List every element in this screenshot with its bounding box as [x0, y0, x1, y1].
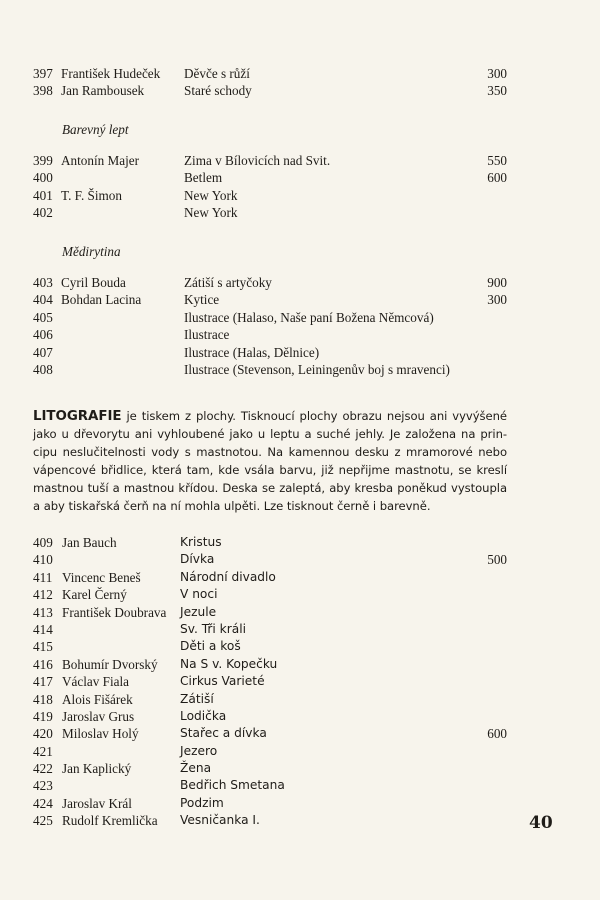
item-number: 404 [33, 292, 53, 308]
item-number: 422 [33, 761, 53, 777]
item-number: 411 [33, 569, 53, 585]
page-number: 40 [529, 813, 553, 833]
catalog-row [0, 743, 600, 760]
catalog-row [0, 812, 600, 829]
litografie-lead-word: LITOGRAFIE [33, 409, 122, 424]
artist-name: Václav Fiala [62, 674, 130, 690]
artwork-title: Zátiší s artyčoky [184, 275, 272, 290]
artist-name: Jan Kaplický [62, 761, 132, 777]
catalog-row [0, 82, 600, 99]
catalog-row [0, 569, 600, 586]
catalog-row [0, 169, 600, 186]
artist-name: Rudolf Kremlička [62, 813, 158, 829]
artwork-title: Podzim [180, 795, 224, 810]
artist-name: Alois Fišárek [62, 691, 133, 707]
catalog-row [0, 204, 600, 221]
price: 500 [487, 552, 507, 568]
artwork-title: Zima v Bílovicích nad Svit. [184, 153, 331, 168]
item-number: 419 [33, 708, 53, 724]
price: 350 [487, 83, 507, 99]
litografie-paragraph [33, 407, 507, 515]
catalog-row [0, 344, 600, 361]
item-number: 424 [33, 795, 53, 811]
artist-name: Antonín Majer [61, 153, 140, 168]
item-number: 410 [33, 552, 53, 568]
catalog-row [0, 777, 600, 794]
paragraph-line [33, 407, 507, 425]
artist-name: Bohumír Dvorský [62, 656, 158, 672]
catalog-row [0, 274, 600, 291]
item-number: 418 [33, 691, 53, 707]
paragraph-line: mastnou tuší a mastnou křídou. Deska se zaleptá, aby kresba poněkud vystoupla [33, 481, 507, 495]
price: 600 [487, 726, 507, 742]
paragraph-text: je tiskem z plochy. Tisknoucí plochy obrazu nejsou ani vyvýšené [121, 409, 507, 423]
artist-name: Miloslav Holý [62, 726, 139, 742]
artwork-title: Lodička [180, 708, 227, 723]
price: 600 [487, 170, 507, 186]
artwork-title: Stařec a dívka [180, 726, 267, 741]
artwork-title: Jezero [180, 743, 218, 758]
catalog-row [0, 673, 600, 690]
artist-name: Jaroslav Král [62, 795, 132, 811]
catalog-row [0, 65, 600, 82]
item-number: 420 [33, 726, 53, 742]
artwork-title: Bedřich Smetana [180, 778, 285, 793]
item-number: 415 [33, 639, 53, 655]
artist-name: Bohdan Lacina [61, 292, 142, 308]
catalog-row [0, 691, 600, 708]
artwork-title: Ilustrace (Halas, Dělnice) [184, 344, 320, 360]
item-number: 425 [33, 813, 53, 829]
artwork-title: Děti a koš [180, 639, 241, 654]
item-number: 403 [33, 275, 53, 290]
item-number: 399 [33, 153, 53, 168]
catalog-row [0, 725, 600, 742]
artwork-title: Staré schody [184, 83, 252, 99]
catalog-row [0, 708, 600, 725]
artwork-title: Žena [180, 761, 212, 776]
artwork-title: Děvče s růží [184, 66, 250, 81]
catalog-row [0, 291, 600, 308]
paragraph-line: a aby tiskařská čerň na ní mohla ulpěti. Lze tisknout černě i barevně. [33, 499, 431, 513]
artwork-title: Cirkus Varieté [180, 674, 265, 689]
item-number: 401 [33, 187, 53, 203]
artist-name: Vincenc Beneš [62, 569, 141, 585]
item-number: 407 [33, 344, 53, 360]
catalog-table-barevny-lept [0, 152, 600, 222]
catalog-row [0, 326, 600, 343]
item-number: 421 [33, 743, 53, 759]
catalog-row [0, 586, 600, 603]
catalog-row [0, 621, 600, 638]
artist-name: František Doubrava [62, 604, 167, 620]
item-number: 398 [33, 83, 53, 99]
artwork-title: Kytice [184, 292, 220, 308]
item-number: 402 [33, 205, 53, 221]
item-number: 414 [33, 621, 53, 637]
item-number: 405 [33, 309, 53, 325]
artwork-title: Betlem [184, 170, 223, 186]
artwork-title: Zátiší [180, 691, 214, 706]
artwork-title: New York [184, 205, 238, 221]
catalog-row [0, 309, 600, 326]
catalog-row [0, 187, 600, 204]
catalog-row [0, 760, 600, 777]
price: 550 [487, 153, 507, 168]
catalog-row [0, 551, 600, 568]
catalog-row [0, 152, 600, 169]
catalog-row [0, 534, 600, 551]
artwork-title: Ilustrace (Stevenson, Leiningenův boj s mravenci) [184, 361, 450, 377]
artwork-title: Ilustrace [184, 327, 230, 343]
price: 900 [487, 275, 507, 290]
artist-name: František Hudeček [61, 66, 161, 81]
catalog-row [0, 361, 600, 378]
item-number: 409 [33, 535, 53, 550]
artist-name: Jan Rambousek [61, 83, 145, 99]
artwork-title: Vesničanka I. [180, 813, 260, 828]
catalog-row [0, 638, 600, 655]
section-heading-barevny-lept: Barevný lept [62, 122, 129, 137]
artwork-title: V noci [180, 587, 218, 602]
artwork-title: New York [184, 187, 238, 203]
item-number: 413 [33, 604, 53, 620]
price: 300 [487, 66, 507, 81]
artist-name: Jan Bauch [62, 535, 117, 550]
artist-name: Karel Černý [62, 587, 127, 603]
artwork-title: Ilustrace (Halaso, Naše paní Božena Němcová) [184, 309, 434, 325]
artist-name: Cyril Bouda [61, 275, 126, 290]
catalog-table-medirytina [0, 274, 600, 378]
item-number: 412 [33, 587, 53, 603]
catalog-row [0, 604, 600, 621]
item-number: 406 [33, 327, 53, 343]
artwork-title: Sv. Tři králi [180, 621, 246, 636]
price: 300 [487, 292, 507, 308]
item-number: 416 [33, 656, 53, 672]
paragraph-line: vápencové břidlice, která tam, kde vsála barvu, již nepřijme mastnotu, se kreslí [33, 463, 507, 477]
artwork-title: Dívka [180, 552, 215, 567]
artwork-title: Kristus [180, 535, 222, 549]
artwork-title: Národní divadlo [180, 569, 276, 584]
paragraph-line: cipu neslučitelnosti vody s mastnotou. Na kamennou desku z mramorové nebo [33, 445, 507, 459]
item-number: 423 [33, 778, 53, 794]
item-number: 417 [33, 674, 53, 690]
artist-name: T. F. Šimon [61, 187, 122, 203]
item-number: 408 [33, 361, 53, 377]
item-number: 397 [33, 66, 53, 81]
catalog-table-litografie [0, 534, 600, 830]
catalog-row [0, 656, 600, 673]
artwork-title: Na S v. Kopečku [180, 656, 278, 671]
paragraph-line: jako u dřevorytu ani vyhloubené jako u leptu a suché jehly. Je založena na prin- [33, 427, 507, 441]
artist-name: Jaroslav Grus [62, 708, 135, 724]
catalog-row [0, 795, 600, 812]
section-heading-medirytina: Mědirytina [62, 244, 121, 259]
catalog-table-top [0, 65, 600, 100]
item-number: 400 [33, 170, 53, 186]
artwork-title: Jezule [180, 604, 217, 619]
